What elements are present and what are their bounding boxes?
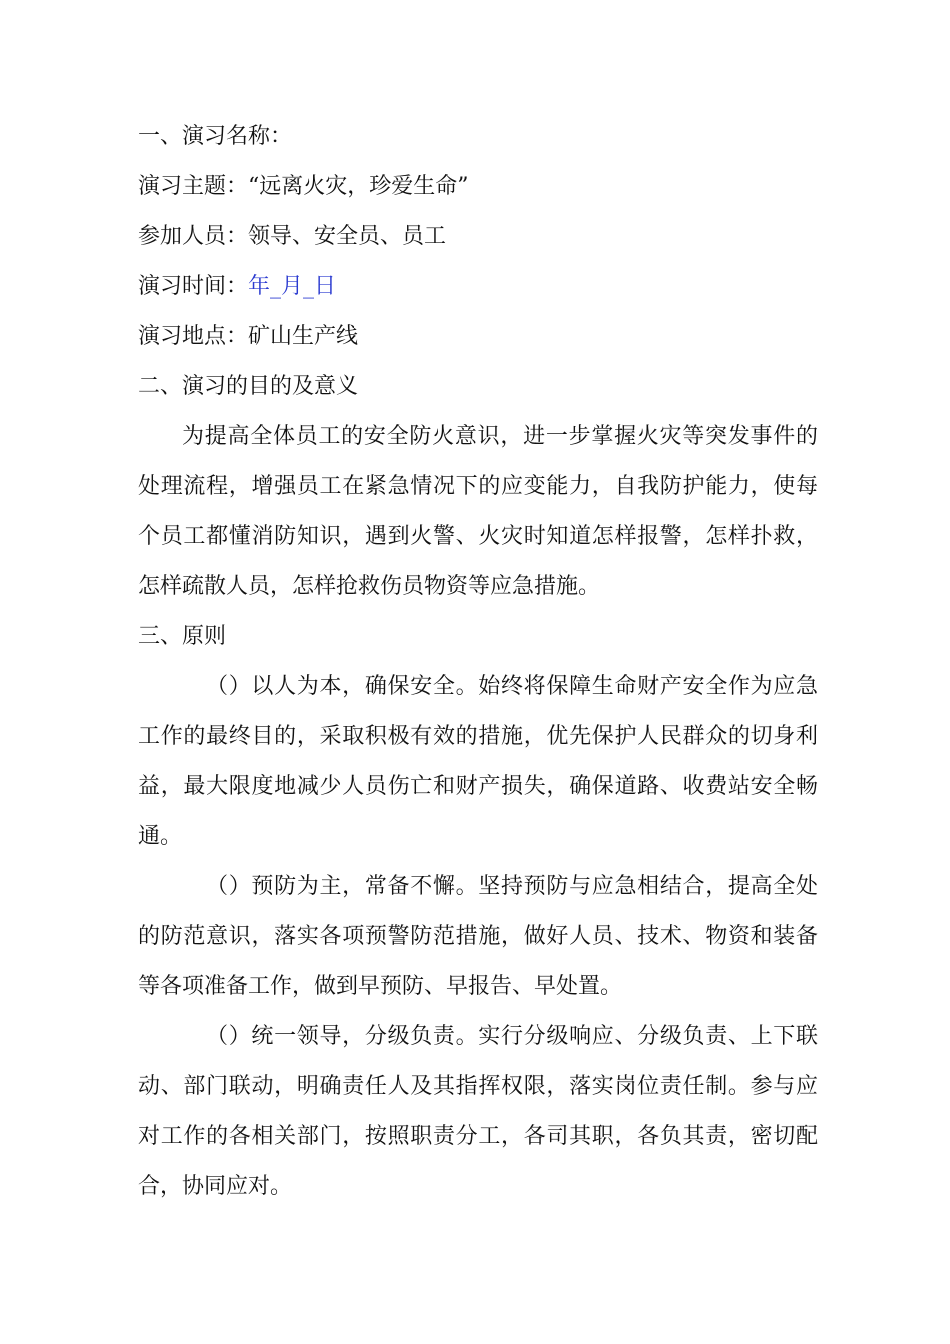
participants-row bbox=[138, 212, 818, 262]
principle-paragraph-3: （）统一领导，分级负责。实行分级响应、分级负责、上下联动、部门联动，明确责任人及其指挥权限，落实岗位责任制。参与应对工作的各相关部门，按照职责分工，各司其职，各负其责，密切配合，协同应对。 bbox=[138, 1024, 818, 1199]
drill-time-value: 年_月_日 bbox=[248, 274, 337, 299]
section-2-heading: 二、演习的目的及意义 bbox=[138, 374, 359, 399]
drill-theme-value: “远离火灾，珍爱生命” bbox=[248, 174, 469, 199]
drill-place-label: 演习地点： bbox=[138, 324, 249, 349]
principle-paragraph-1: （）以人为本，确保安全。始终将保障生命财产安全作为应急工作的最终目的，采取积极有效的措施，优先保护人民群众的切身利益，最大限度地减少人员伤亡和财产损失，确保道路、收费站安全畅通。 bbox=[138, 674, 818, 849]
purpose-paragraph: 为提高全体员工的安全防火意识，进一步掌握火灾等突发事件的处理流程，增强员工在紧急情况下的应变能力，自我防护能力，使每个员工都懂消防知识，遇到火警、火灾时知道怎样报警，怎样扑救，怎样疏散人员，怎样抢救伤员物资等应急措施。 bbox=[138, 424, 818, 599]
document-body bbox=[138, 112, 818, 1212]
drill-theme-row bbox=[138, 162, 818, 212]
drill-time-row bbox=[138, 262, 818, 312]
drill-time-label: 演习时间： bbox=[138, 274, 249, 299]
participants-label: 参加人员： bbox=[138, 224, 249, 249]
participants-value: 领导、安全员、员工 bbox=[248, 224, 447, 249]
drill-theme-label: 演习主题： bbox=[138, 174, 249, 199]
drill-place-row bbox=[138, 312, 818, 362]
principle-paragraph-2: （）预防为主，常备不懈。坚持预防与应急相结合，提高全处的防范意识，落实各项预警防范措施，做好人员、技术、物资和装备等各项准备工作，做到早预防、早报告、早处置。 bbox=[138, 874, 818, 999]
drill-place-value: 矿山生产线 bbox=[248, 324, 359, 349]
section-1-heading: 一、演习名称： bbox=[138, 124, 293, 149]
section-3-heading: 三、原则 bbox=[138, 624, 227, 649]
